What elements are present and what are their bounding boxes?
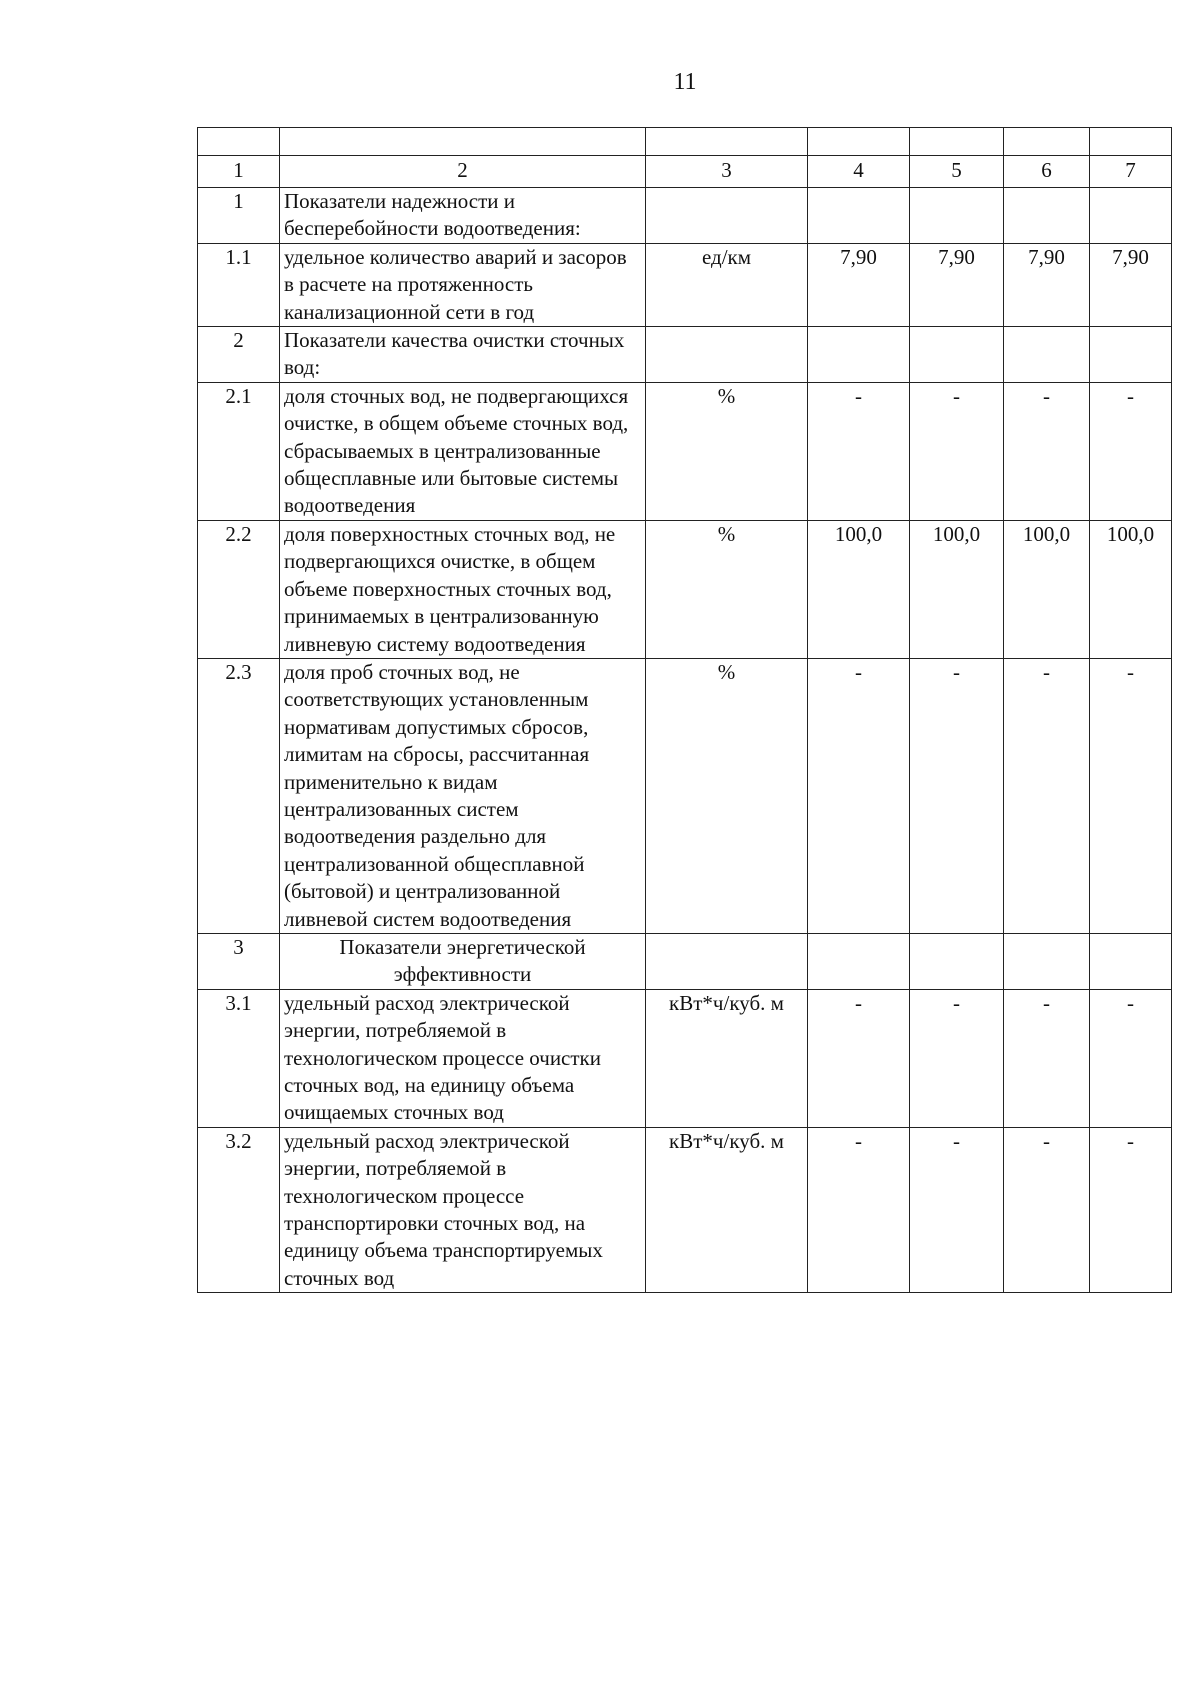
blank-cell [280,128,646,156]
value-cell: - [910,658,1004,933]
row-number: 1 [198,188,280,244]
table-row [198,1127,1172,1292]
value-cell [1090,327,1172,383]
value-cell: - [1004,1127,1090,1292]
indicator-name: удельный расход электрической энергии, потребляемой в технологическом процессе транспортировки сточных вод, на единицу объема транспортируемых сточных вод [280,1127,646,1292]
value-cell [1090,933,1172,989]
unit-cell [646,933,808,989]
blank-cell [646,128,808,156]
row-number: 2.2 [198,520,280,658]
value-cell [910,327,1004,383]
row-number: 3.1 [198,989,280,1127]
value-cell: - [1090,382,1172,520]
value-cell: 100,0 [910,520,1004,658]
blank-cell [910,128,1004,156]
table-row [198,989,1172,1127]
indicator-name: Показатели качества очистки сточных вод: [280,327,646,383]
value-cell [808,188,910,244]
value-cell: - [910,382,1004,520]
row-number: 1.1 [198,243,280,326]
value-cell: 7,90 [808,243,910,326]
column-number-cell: 4 [808,156,910,188]
value-cell: 7,90 [910,243,1004,326]
value-cell: 100,0 [1090,520,1172,658]
value-cell: - [1004,658,1090,933]
value-cell: - [910,989,1004,1127]
blank-cell [198,128,280,156]
value-cell [1004,933,1090,989]
unit-cell [646,327,808,383]
unit-cell: % [646,658,808,933]
table-row [198,243,1172,326]
value-cell: - [1090,658,1172,933]
column-number-cell: 3 [646,156,808,188]
value-cell [910,933,1004,989]
indicator-name: Показатели энергетической эффективности [280,933,646,989]
table-blank-header-row [198,128,1172,156]
indicator-name: доля сточных вод, не подвергающихся очистке, в общем объеме сточных вод, сбрасываемых в централизованные общесплавные или бытовые системы водоотведения [280,382,646,520]
value-cell: - [910,1127,1004,1292]
unit-cell [646,188,808,244]
indicators-table [197,127,1172,1293]
value-cell: 7,90 [1090,243,1172,326]
value-cell [1004,188,1090,244]
blank-cell [1004,128,1090,156]
value-cell: - [1090,1127,1172,1292]
unit-cell: % [646,382,808,520]
unit-cell: кВт*ч/куб. м [646,1127,808,1292]
blank-cell [808,128,910,156]
row-number: 2.1 [198,382,280,520]
indicator-name: удельный расход электрической энергии, потребляемой в технологическом процессе очистки сточных вод, на единицу объема очищаемых сточных вод [280,989,646,1127]
blank-cell [1090,128,1172,156]
column-number-cell: 7 [1090,156,1172,188]
page-number: 11 [673,69,697,95]
value-cell: - [1004,382,1090,520]
column-number-cell: 2 [280,156,646,188]
value-cell [1090,188,1172,244]
table-row [198,188,1172,244]
indicator-name: доля поверхностных сточных вод, не подвергающихся очистке, в общем объеме поверхностных сточных вод, принимаемых в централизованную ливневую систему водоотведения [280,520,646,658]
row-number: 3.2 [198,1127,280,1292]
column-number-row [198,156,1172,188]
column-number-cell: 5 [910,156,1004,188]
column-number-cell: 1 [198,156,280,188]
indicator-name: доля проб сточных вод, не соответствующих установленным нормативам допустимых сбросов, лимитам на сбросы, рассчитанная применительно к видам централизованных систем водоотведения раздельно для централизованной общесплавной (бытовой) и централизованной ливневой систем водоотведения [280,658,646,933]
table-row [198,382,1172,520]
row-number: 3 [198,933,280,989]
value-cell: 7,90 [1004,243,1090,326]
value-cell: - [1004,989,1090,1127]
indicator-name: удельное количество аварий и засоров в расчете на протяженность канализационной сети в год [280,243,646,326]
row-number: 2 [198,327,280,383]
table-row [198,520,1172,658]
value-cell: - [808,658,910,933]
value-cell: - [1090,989,1172,1127]
unit-cell: % [646,520,808,658]
value-cell: 100,0 [808,520,910,658]
row-number: 2.3 [198,658,280,933]
table-row [198,933,1172,989]
value-cell [1004,327,1090,383]
value-cell: - [808,382,910,520]
indicator-name: Показатели надежности и бесперебойности водоотведения: [280,188,646,244]
column-number-cell: 6 [1004,156,1090,188]
value-cell [910,188,1004,244]
value-cell [808,327,910,383]
table-row [198,658,1172,933]
value-cell: - [808,1127,910,1292]
unit-cell: ед/км [646,243,808,326]
table-row [198,327,1172,383]
value-cell: - [808,989,910,1127]
value-cell [808,933,910,989]
value-cell: 100,0 [1004,520,1090,658]
unit-cell: кВт*ч/куб. м [646,989,808,1127]
